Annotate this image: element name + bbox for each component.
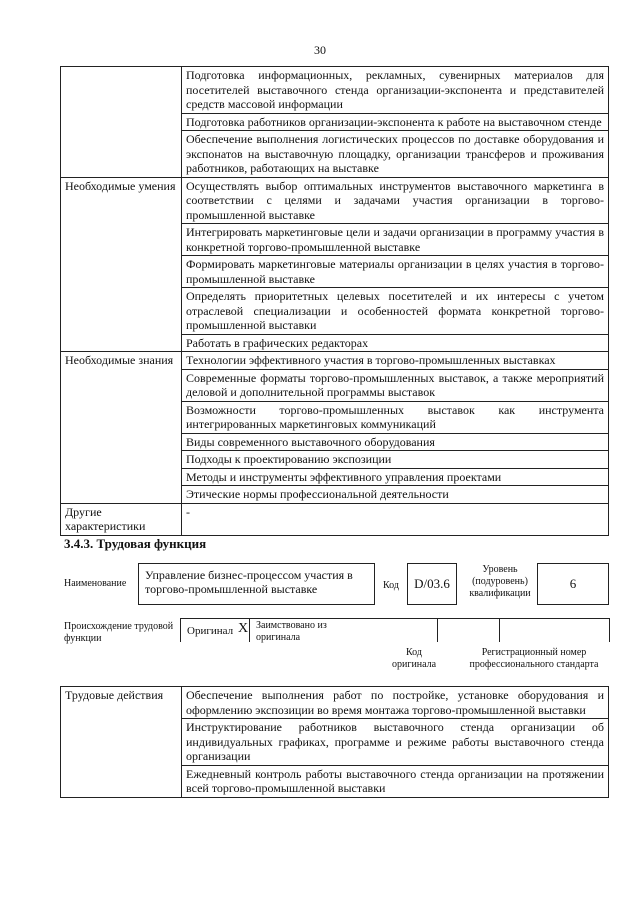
origin-code-cell bbox=[438, 618, 500, 642]
row-item-text: Обеспечение выполнения работ по постройке, установке оборудования и оформлению экспозиции во время монтажа торгово-промышленной выставки bbox=[182, 687, 609, 719]
row-group-label: Трудовые действия bbox=[61, 687, 182, 798]
page-number: 30 bbox=[314, 43, 326, 57]
function-name: Управление бизнес-процессом участия в торгово-промышленной выставке bbox=[138, 563, 375, 605]
row-item-text: Ежедневный контроль работы выставочного стенда организации на протяжении всей торгово-промышленной выставки bbox=[182, 765, 609, 797]
row-item-text: Виды современного выставочного оборудования bbox=[182, 433, 609, 451]
row-group-label: Необходимые знания bbox=[61, 352, 182, 504]
origin-label: Происхождение трудовой функции bbox=[64, 621, 174, 644]
row-item-text: Осуществлять выбор оптимальных инструментов выставочного маркетинга в соответствии с целями и задачами участия организации в торгово-промышленной выставке bbox=[182, 177, 609, 224]
row-item-text: Интегрировать маркетинговые цели и задачи организации в программу участия в конкретной торгово-промышленной выставке bbox=[182, 224, 609, 256]
table-row bbox=[61, 687, 609, 719]
row-item-text: Определять приоритетных целевых посетителей и их интересы с учетом отраслевой специализации и особенностей формата конкретной торгово-промышленной выставки bbox=[182, 288, 609, 335]
row-item-text: Работать в графических редакторах bbox=[182, 334, 609, 352]
reg-caption: Регистрационный номер профессионального стандарта bbox=[469, 647, 599, 670]
original-label: Оригинал bbox=[187, 625, 234, 637]
original-mark: X bbox=[238, 621, 249, 636]
reg-number-cell bbox=[500, 618, 610, 642]
row-item-text: Технологии эффективного участия в торгово-промышленных выставках bbox=[182, 352, 609, 370]
row-item-text: Формировать маркетинговые материалы организации в целях участия в торгово-промышленной выставке bbox=[182, 256, 609, 288]
row-item-text: Возможности торгово-промышленных выставок как инструмента интегрированных маркетинговых коммуникаций bbox=[182, 401, 609, 433]
level-label: Уровень (подуровень) квалификации bbox=[469, 564, 531, 599]
row-item-text: Современные форматы торгово-промышленных выставок, а также мероприятий деловой и дополнительной программы выставок bbox=[182, 369, 609, 401]
name-label: Наименование bbox=[64, 578, 127, 589]
qualification-level: 6 bbox=[537, 563, 609, 605]
row-item-text: Методы и инструменты эффективного управления проектами bbox=[182, 468, 609, 486]
row-item-text: Инструктирование работников выставочного стенда организации об индивидуальных графиках, программе и режиме работы выставочного стенда организации bbox=[182, 719, 609, 766]
table-row bbox=[61, 503, 609, 535]
competency-table bbox=[60, 66, 609, 536]
row-item-text: Подходы к проектированию экспозиции bbox=[182, 451, 609, 469]
row-item-text: - bbox=[182, 503, 609, 535]
section-title: 3.4.3. Трудовая функция bbox=[64, 536, 207, 551]
borrowed-cell bbox=[250, 618, 438, 642]
origin-row bbox=[180, 618, 610, 642]
row-item-text: Этические нормы профессиональной деятельности bbox=[182, 486, 609, 504]
original-cell bbox=[180, 618, 250, 642]
row-group-label: Необходимые умения bbox=[61, 177, 182, 352]
labour-actions-table bbox=[60, 686, 609, 798]
row-group-label bbox=[61, 67, 182, 178]
row-item-text: Подготовка работников организации-экспонента к работе на выставочном стенде bbox=[182, 113, 609, 131]
function-code: D/03.6 bbox=[407, 563, 457, 605]
code-label: Код bbox=[383, 580, 399, 591]
row-item-text: Обеспечение выполнения логистических процессов по доставке оборудования и экспонатов на выставочную площадку, организации трансферов и проживания работников, работающих на выставке bbox=[182, 131, 609, 178]
row-group-label: Другие характеристики bbox=[61, 503, 182, 535]
table-row bbox=[61, 352, 609, 370]
borrowed-label: Заимствовано из оригинала bbox=[256, 620, 327, 643]
row-item-text: Подготовка информационных, рекламных, сувенирных материалов для посетителей выставочного стенда организации-экспонента и представителей средств массовой информации bbox=[182, 67, 609, 114]
code-caption: Код оригинала bbox=[392, 647, 437, 670]
table-row bbox=[61, 177, 609, 224]
table-row bbox=[61, 67, 609, 114]
